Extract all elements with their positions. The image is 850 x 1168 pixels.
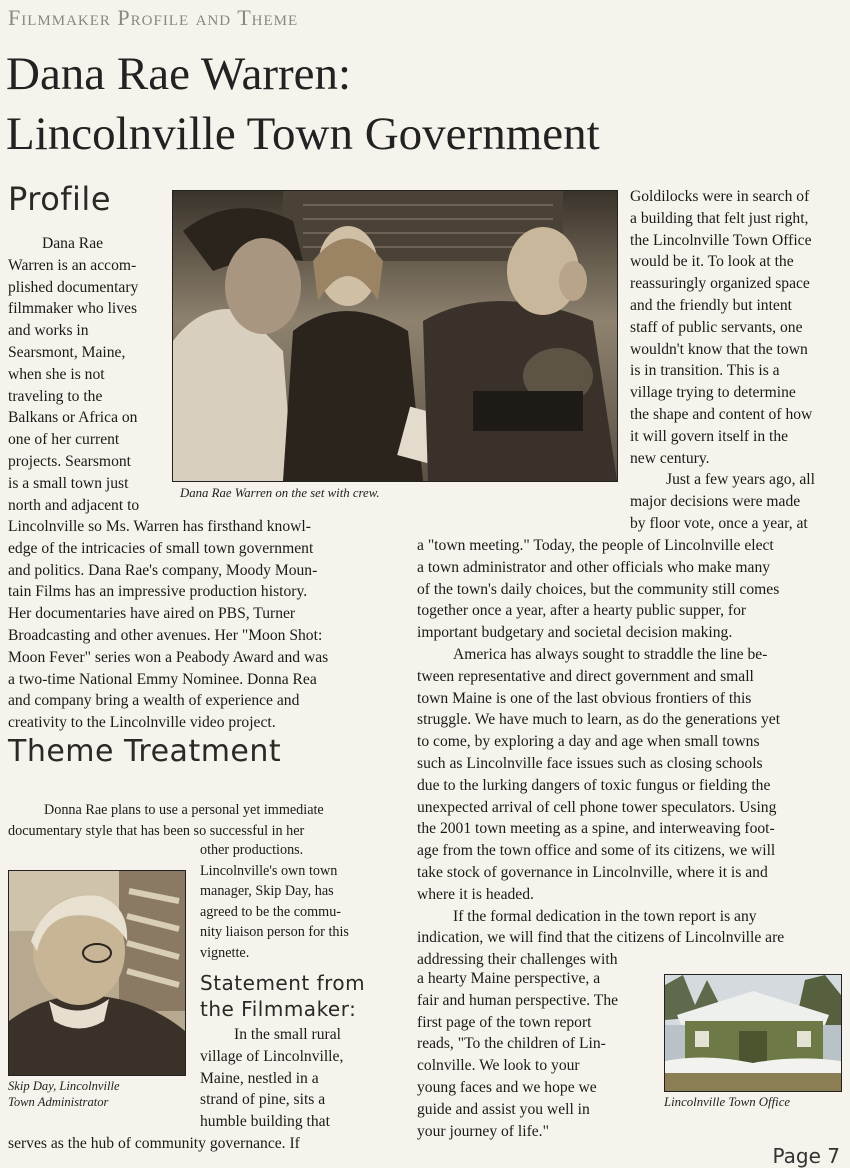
- text-line: and politics. Dana Rae's company, Moody Moun-: [8, 561, 318, 579]
- crew-photo-caption: Dana Rae Warren on the set with crew.: [180, 486, 380, 500]
- article-title-line1: Dana Rae Warren:: [6, 48, 352, 100]
- text-line: reads, "To the children of Lin-: [417, 1035, 606, 1053]
- text-line: unexpected arrival of cell phone tower speculators. Using: [417, 798, 777, 816]
- text-line: together once a year, after a hearty public supper, for: [417, 602, 747, 620]
- text-line: addressing their challenges with: [417, 951, 618, 969]
- text-line: a building that felt just right,: [630, 209, 809, 227]
- section-kicker: Filmmaker Profile and Theme: [8, 5, 299, 30]
- statement-last-line: [8, 1133, 408, 1155]
- text-line: north and adjacent to: [8, 496, 140, 514]
- profile-heading: Profile: [8, 180, 111, 218]
- text-line: indication, we will find that the citizens of Lincolnville are: [417, 929, 785, 947]
- text-line: major decisions were made: [630, 493, 801, 511]
- theme-narrow-text: [200, 840, 405, 963]
- text-line: humble building that: [200, 1113, 330, 1131]
- text-line: the Lincolnville Town Office: [630, 231, 812, 249]
- statement-heading-line1: Statement from: [200, 971, 366, 995]
- text-line: age from the town office and some of its citizens, we will: [417, 842, 776, 860]
- text-line: by floor vote, once a year, at: [630, 514, 808, 532]
- text-line: a town administrator and other officials who make many: [417, 558, 771, 576]
- text-line: a "town meeting." Today, the people of Lincolnville elect: [417, 537, 774, 554]
- text-line: your journey of life.": [417, 1122, 549, 1140]
- text-line: plished documentary: [8, 278, 139, 296]
- skip-day-caption-line2: Town Administrator: [8, 1095, 109, 1109]
- text-line: Searsmont, Maine,: [8, 343, 126, 361]
- text-line: Lincolnville so Ms. Warren has firsthand knowl-: [8, 518, 311, 535]
- text-line: a hearty Maine perspective, a: [417, 970, 601, 987]
- text-line: If the formal dedication in the town report is any: [453, 907, 757, 925]
- right-column-top-text: [630, 186, 845, 535]
- text-line: Warren is an accom-: [8, 256, 137, 274]
- profile-narrow-text: [8, 233, 168, 516]
- text-line: where it is headed.: [417, 885, 534, 903]
- page-number: Page 7: [772, 1144, 840, 1168]
- skip-day-photo: [8, 870, 186, 1076]
- text-line: Just a few years ago, all: [666, 471, 815, 489]
- text-line: such as Lincolnville face issues such as closing schools: [417, 754, 763, 772]
- text-line: struggle. We have much to learn, as do the generations yet: [417, 711, 781, 729]
- text-line: the shape and content of how: [630, 405, 813, 423]
- text-line: strand of pine, sits a: [200, 1091, 326, 1109]
- text-line: reassuringly organized space: [630, 275, 810, 293]
- text-line: to come, by exploring a day and age when small towns: [417, 733, 760, 751]
- text-line: young faces and we hope we: [417, 1078, 597, 1096]
- text-line: important budgetary and societal decision making.: [417, 624, 733, 642]
- text-line: colnville. We look to your: [417, 1057, 580, 1075]
- text-line: creativity to the Lincolnville video project.: [8, 714, 276, 732]
- text-line: it will govern itself in the: [630, 427, 789, 445]
- crew-photo-image: [173, 191, 617, 481]
- text-line: other productions.: [200, 842, 304, 858]
- skip-day-photo-image: [9, 871, 185, 1075]
- statement-heading-line2: the Filmmaker:: [200, 997, 357, 1021]
- text-line: take stock of governance in Lincolnville, where it is and: [417, 863, 768, 881]
- text-line: wouldn't know that the town: [630, 340, 808, 358]
- text-line: America has always sought to straddle the line be-: [453, 645, 768, 663]
- statement-heading: [200, 970, 365, 1022]
- theme-wide-text: [8, 800, 408, 841]
- text-line: Dana Rae: [42, 235, 104, 252]
- text-line: a two-time National Emmy Nominee. Donna Rea: [8, 670, 317, 688]
- text-line: first page of the town report: [417, 1013, 592, 1031]
- text-line: Balkans or Africa on: [8, 409, 138, 427]
- town-office-photo: [664, 974, 842, 1092]
- text-line: agreed to be the commu-: [200, 903, 342, 920]
- text-line: tween representative and direct government and small: [417, 667, 754, 685]
- profile-wide-text: [8, 516, 408, 734]
- skip-day-caption: [8, 1078, 120, 1110]
- text-line: tain Films has an impressive production history.: [8, 583, 308, 601]
- text-line: village of Lincolnville,: [200, 1047, 344, 1065]
- text-line: guide and assist you well in: [417, 1100, 590, 1118]
- text-line: staff of public servants, one: [630, 318, 803, 336]
- text-line: vignette.: [200, 944, 250, 961]
- statement-narrow-text: [200, 1024, 410, 1133]
- text-line: manager, Skip Day, has: [200, 883, 334, 899]
- text-line: when she is not: [8, 365, 105, 383]
- text-line: village trying to determine: [630, 384, 796, 402]
- text-line: town Maine is one of the last obvious frontiers of this: [417, 689, 752, 707]
- text-line: filmmaker who lives: [8, 300, 138, 318]
- text-line: In the small rural: [234, 1026, 341, 1043]
- text-line: due to the lurking dangers of toxic fungus or fielding the: [417, 776, 771, 794]
- text-line: Moon Fever" series won a Peabody Award and was: [8, 648, 329, 666]
- text-line: Goldilocks were in search of: [630, 188, 810, 205]
- text-line: Her documentaries have aired on PBS, Turner: [8, 605, 296, 623]
- text-line: Lincolnville's own town: [200, 862, 338, 879]
- text-line: new century.: [630, 449, 710, 467]
- text-line: nity liaison person for this: [200, 924, 349, 940]
- text-line: Donna Rae plans to use a personal yet immediate: [44, 802, 324, 818]
- article-title: [6, 44, 600, 164]
- text-line: and company bring a wealth of experience and: [8, 692, 300, 710]
- article-title-line2: Lincolnville Town Government: [6, 108, 600, 160]
- text-line: projects. Searsmont: [8, 452, 131, 470]
- crew-photo: [172, 190, 618, 482]
- text-line: would be it. To look at the: [630, 253, 794, 271]
- right-column-narrow-text: [417, 968, 657, 1142]
- text-line: fair and human perspective. The: [417, 991, 619, 1009]
- text-line: serves as the hub of community governance. If: [8, 1135, 300, 1152]
- town-office-photo-image: [665, 975, 841, 1091]
- text-line: edge of the intricacies of small town government: [8, 539, 314, 557]
- text-line: documentary style that has been so successful in her: [8, 822, 305, 839]
- text-line: is a small town just: [8, 474, 129, 492]
- theme-heading: Theme Treatment: [8, 734, 282, 769]
- text-line: the 2001 town meeting as a spine, and interweaving foot-: [417, 820, 775, 838]
- skip-day-caption-line1: Skip Day, Lincolnville: [8, 1079, 120, 1093]
- text-line: and works in: [8, 322, 89, 340]
- text-line: Maine, nestled in a: [200, 1069, 319, 1087]
- text-line: traveling to the: [8, 387, 103, 405]
- text-line: Broadcasting and other avenues. Her "Moon Shot:: [8, 626, 323, 644]
- text-line: of the town's daily choices, but the community still comes: [417, 580, 780, 598]
- text-line: is in transition. This is a: [630, 362, 780, 380]
- right-column-wide-text: [417, 535, 845, 971]
- town-office-caption: Lincolnville Town Office: [664, 1095, 791, 1109]
- text-line: and the friendly but intent: [630, 296, 792, 314]
- text-line: one of her current: [8, 431, 120, 449]
